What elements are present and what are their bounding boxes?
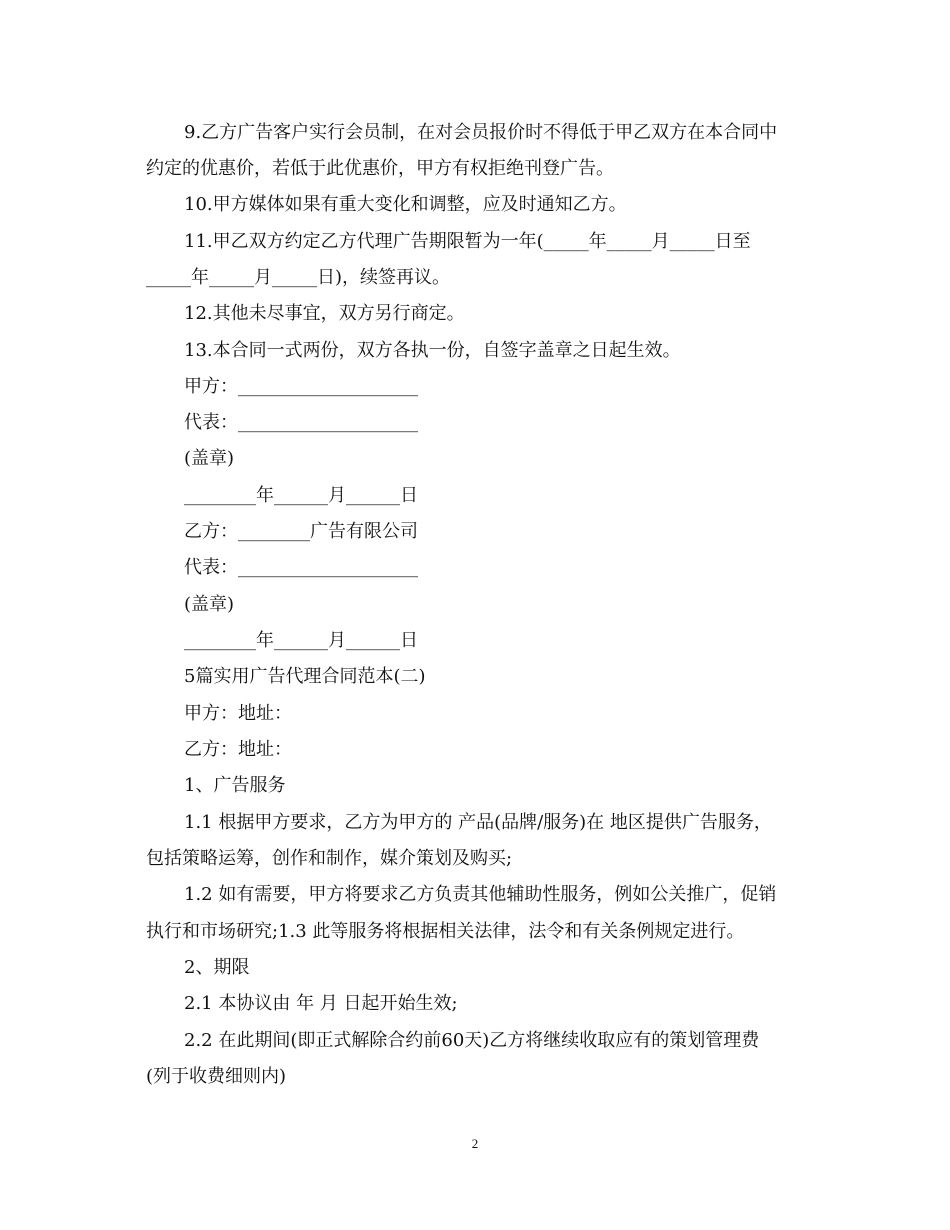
- text-line: 11.甲乙双方约定乙方代理广告期限暂为一年(_____年_____月_____日至: [184, 231, 751, 252]
- text-line: 12.其他未尽事宜，双方另行商定。: [184, 303, 465, 324]
- text-line: 包括策略运筹，创作和制作，媒介策划及购买;: [146, 848, 513, 869]
- text-line: 2.1 本协议由 年 月 日起开始生效;: [184, 993, 458, 1014]
- section-title: 5篇实用广告代理合同范本(二): [184, 666, 426, 687]
- text-line: 13.本合同一式两份，双方各执一份，自签字盖章之日起生效。: [184, 340, 681, 361]
- text-line: 2.2 在此期间(即正式解除合约前60天)乙方将继续收取应有的策划管理费: [184, 1030, 760, 1051]
- text-line: 1.1 根据甲方要求，乙方为甲方的 产品(品牌/服务)在 地区提供广告服务，: [184, 812, 772, 833]
- signature-line-representative: 代表：____________________: [184, 557, 418, 578]
- text-line: 约定的优惠价，若低于此优惠价，甲方有权拒绝刊登广告。: [146, 158, 614, 179]
- seal-label: (盖章): [184, 594, 235, 615]
- seal-label: (盖章): [184, 448, 235, 469]
- text-line: 甲方：地址：: [184, 703, 292, 724]
- date-line: ________年______月______日: [184, 485, 418, 506]
- signature-line-party-a: 甲方：____________________: [184, 376, 418, 397]
- section-heading: 1、广告服务: [184, 775, 286, 796]
- text-line: 1.2 如有需要，甲方将要求乙方负责其他辅助性服务，例如公关推广，促销: [184, 884, 777, 905]
- text-line: 10.甲方媒体如果有重大变化和调整，应及时通知乙方。: [184, 194, 627, 215]
- text-line: (列于收费细则内): [146, 1066, 287, 1087]
- page-number: 2: [471, 1136, 479, 1151]
- text-line: 执行和市场研究;1.3 此等服务将根据相关法律，法令和有关条例规定进行。: [146, 921, 745, 942]
- section-heading: 2、期限: [184, 957, 250, 978]
- text-line: _____年_____月_____日)，续签再议。: [146, 267, 451, 288]
- text-line: 乙方：地址：: [184, 739, 292, 760]
- text-line: 9.乙方广告客户实行会员制，在对会员报价时不得低于甲乙双方在本合同中: [184, 122, 778, 143]
- signature-line-party-b: 乙方：________广告有限公司: [184, 521, 418, 542]
- signature-line-representative: 代表：____________________: [184, 412, 418, 433]
- date-line: ________年______月______日: [184, 630, 418, 651]
